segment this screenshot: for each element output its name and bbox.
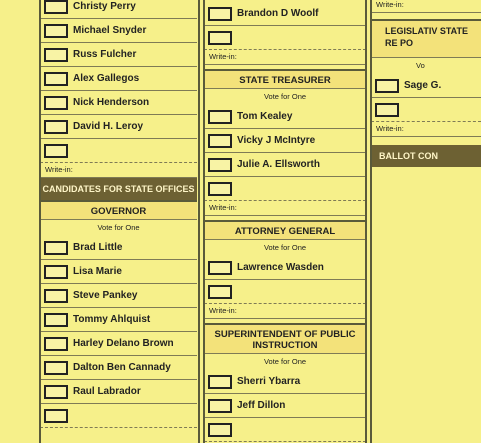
candidate-name: Alex Gallegos	[73, 73, 140, 84]
vote-checkbox[interactable]	[44, 385, 68, 399]
candidate-row[interactable]	[40, 260, 197, 284]
candidate-name: Jeff Dillon	[237, 400, 286, 411]
candidate-row[interactable]	[204, 2, 366, 26]
candidate-name: David H. Leroy	[73, 121, 144, 132]
write-in-label: Write-in:	[204, 50, 366, 65]
column-border	[370, 0, 372, 443]
candidate-row[interactable]	[40, 0, 197, 19]
office-title: LEGISLATIV STATE RE PO	[371, 19, 481, 58]
candidate-name: Tommy Ahlquist	[73, 314, 151, 325]
section-header: CANDIDATES FOR STATE OFFICES	[40, 178, 197, 200]
candidate-row[interactable]	[40, 19, 197, 43]
vote-checkbox[interactable]	[208, 423, 232, 437]
candidate-name: Sage G.	[404, 80, 442, 91]
vote-checkbox[interactable]	[375, 79, 399, 93]
column-3-content	[371, 0, 481, 167]
candidate-row[interactable]	[204, 129, 366, 153]
candidate-row[interactable]	[40, 115, 197, 139]
write-in-row[interactable]	[40, 404, 197, 428]
candidate-row[interactable]	[204, 105, 366, 129]
vote-checkbox[interactable]	[44, 409, 68, 423]
ballot-column-2	[204, 0, 366, 443]
ballot-column-3	[371, 0, 468, 443]
office-title: ATTORNEY GENERAL	[204, 220, 366, 240]
vote-instruction: Vote for One	[263, 243, 307, 252]
vote-checkbox[interactable]	[208, 110, 232, 124]
candidate-name: Vicky J McIntyre	[237, 135, 316, 146]
vote-checkbox[interactable]	[44, 241, 68, 255]
candidate-row[interactable]	[204, 394, 366, 418]
write-in-label: Write-in:	[40, 163, 197, 178]
column-border	[198, 0, 200, 443]
vote-checkbox[interactable]	[208, 285, 232, 299]
write-in-row[interactable]	[40, 139, 197, 163]
candidate-name: Raul Labrador	[73, 386, 141, 397]
write-in-label: Write-in:	[204, 304, 366, 319]
write-in-label: Write-in:	[371, 122, 481, 137]
write-in-row[interactable]	[204, 418, 366, 442]
candidate-row[interactable]	[204, 153, 366, 177]
vote-checkbox[interactable]	[208, 7, 232, 21]
vote-checkbox[interactable]	[208, 399, 232, 413]
write-in-row[interactable]	[204, 280, 366, 304]
candidate-row[interactable]	[40, 91, 197, 115]
section-header: BALLOT CON	[371, 145, 481, 167]
write-in-row[interactable]	[204, 177, 366, 201]
candidate-row[interactable]	[40, 332, 197, 356]
candidate-name: Christy Perry	[73, 1, 136, 12]
candidate-row[interactable]	[371, 74, 481, 98]
column-1-content	[40, 0, 197, 428]
candidate-name: Steve Pankey	[73, 290, 138, 301]
candidate-name: Brandon D Woolf	[237, 8, 319, 19]
vote-checkbox[interactable]	[208, 261, 232, 275]
vote-checkbox[interactable]	[44, 313, 68, 327]
candidate-row[interactable]	[40, 236, 197, 260]
vote-checkbox[interactable]	[375, 103, 399, 117]
candidate-name: Sherri Ybarra	[237, 376, 301, 387]
candidate-row[interactable]	[204, 256, 366, 280]
candidate-row[interactable]	[40, 380, 197, 404]
vote-instruction: Vote for One	[97, 223, 140, 232]
vote-instruction: Vo	[416, 61, 425, 70]
candidate-name: Lawrence Wasden	[237, 262, 324, 273]
candidate-row[interactable]	[40, 284, 197, 308]
vote-checkbox[interactable]	[208, 134, 232, 148]
write-in-row[interactable]	[204, 26, 366, 50]
vote-checkbox[interactable]	[208, 375, 232, 389]
vote-checkbox[interactable]	[44, 120, 68, 134]
column-border	[365, 0, 367, 443]
vote-checkbox[interactable]	[208, 158, 232, 172]
vote-checkbox[interactable]	[44, 96, 68, 110]
candidate-row[interactable]	[40, 43, 197, 67]
candidate-name: Michael Snyder	[73, 25, 147, 36]
office-title: SUPERINTENDENT OF PUBLIC INSTRUCTION	[204, 323, 366, 354]
column-border	[39, 0, 41, 443]
vote-checkbox[interactable]	[208, 182, 232, 196]
candidate-row[interactable]	[40, 308, 197, 332]
write-in-row[interactable]	[371, 98, 481, 122]
office-title: STATE TREASURER	[204, 69, 366, 89]
column-2-content	[204, 2, 366, 442]
vote-checkbox[interactable]	[44, 0, 68, 14]
vote-checkbox[interactable]	[44, 72, 68, 86]
candidate-name: Lisa Marie	[73, 266, 122, 277]
candidate-row[interactable]	[40, 356, 197, 380]
vote-checkbox[interactable]	[44, 24, 68, 38]
vote-instruction: Vote for One	[263, 92, 307, 101]
vote-checkbox[interactable]	[44, 337, 68, 351]
vote-checkbox[interactable]	[44, 361, 68, 375]
candidate-row[interactable]	[40, 67, 197, 91]
vote-checkbox[interactable]	[44, 289, 68, 303]
candidate-name: Dalton Ben Cannady	[73, 362, 171, 373]
column-border	[203, 0, 205, 443]
write-in-label: Write-in:	[371, 0, 481, 13]
ballot-column-1	[40, 0, 197, 443]
candidate-name: Julie A. Ellsworth	[237, 159, 320, 170]
candidate-name: Nick Henderson	[73, 97, 150, 108]
candidate-name: Tom Kealey	[237, 111, 293, 122]
candidate-row[interactable]	[204, 370, 366, 394]
vote-checkbox[interactable]	[44, 48, 68, 62]
candidate-name: Harley Delano Brown	[73, 338, 174, 349]
candidate-name: Brad Little	[73, 242, 123, 253]
vote-checkbox[interactable]	[44, 265, 68, 279]
vote-instruction: Vote for One	[263, 357, 307, 366]
vote-checkbox[interactable]	[208, 31, 232, 45]
candidate-name: Russ Fulcher	[73, 49, 137, 60]
vote-checkbox[interactable]	[44, 144, 68, 158]
write-in-label: Write-in:	[204, 201, 366, 216]
office-title: GOVERNOR	[40, 200, 197, 220]
